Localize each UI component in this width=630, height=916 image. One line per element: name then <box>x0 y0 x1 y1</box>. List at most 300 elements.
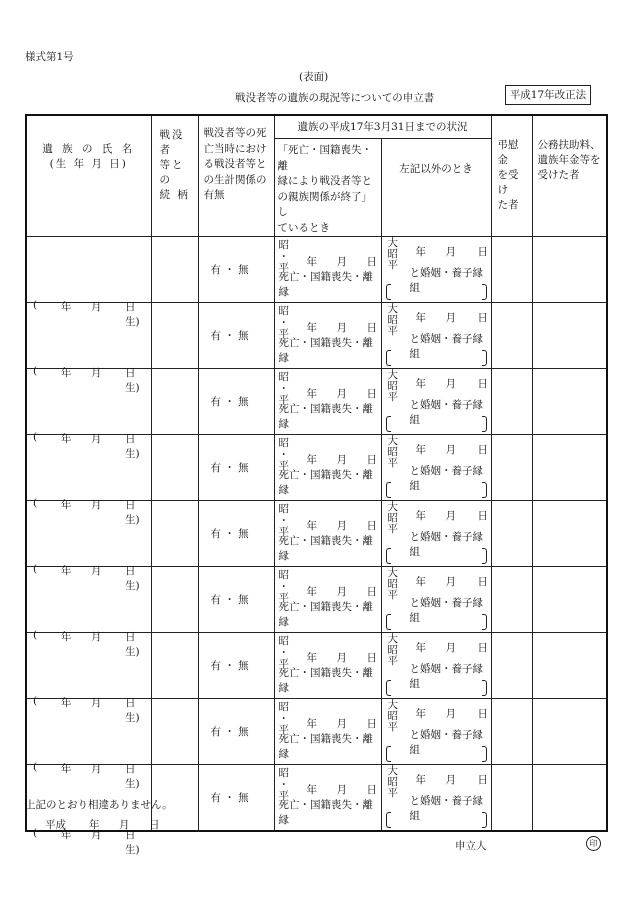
birth-year-label: 年 <box>61 829 72 841</box>
header-livelihood-line: の生計関係の <box>203 173 267 186</box>
birth-month-label: 月 <box>91 301 102 313</box>
birth-open: ( <box>33 365 38 377</box>
other-cell[interactable] <box>381 501 491 567</box>
other-month-label: 月 <box>445 510 456 522</box>
era-heisei: 平 <box>278 526 289 538</box>
era-separator: ・ <box>278 448 289 461</box>
birth-month-label: 月 <box>91 829 102 841</box>
marriage-adoption: と婚姻・養子縁組 <box>409 729 483 756</box>
era-heisei: 平 <box>387 325 398 337</box>
other-cell[interactable] <box>381 633 491 699</box>
table-row <box>26 237 607 303</box>
ended-month-label: 月 <box>336 454 347 466</box>
marriage-adoption: と婚姻・養子縁組 <box>409 465 483 492</box>
era-taisho: 大 <box>387 765 398 777</box>
era-showa: 昭 <box>278 371 289 383</box>
other-year-label: 年 <box>415 312 426 324</box>
era-showa: 昭 <box>387 578 398 590</box>
livelihood-cell[interactable] <box>198 633 274 699</box>
name-cell[interactable] <box>26 699 151 790</box>
livelihood-cell[interactable] <box>198 699 274 765</box>
other-cell[interactable] <box>381 567 491 633</box>
name-cell[interactable] <box>26 369 151 460</box>
era-showa: 昭 <box>387 776 398 788</box>
ended-day-label: 日 <box>366 520 377 532</box>
name-cell[interactable] <box>26 303 151 394</box>
yes-no-choice[interactable]: 有 ・ 無 <box>210 396 249 408</box>
header-relation-line: 続 柄 <box>159 189 190 201</box>
header-relation-ended <box>274 139 381 237</box>
marriage-adoption: と婚姻・養子縁組 <box>409 267 483 294</box>
ended-year-label: 年 <box>306 520 317 532</box>
header-relation <box>151 115 198 237</box>
birth-day-label: 日生) <box>125 301 140 328</box>
yes-no-choice[interactable]: 有 ・ 無 <box>210 792 249 804</box>
pension-cell[interactable] <box>532 567 607 633</box>
other-month-label: 月 <box>445 576 456 588</box>
yes-no-choice[interactable]: 有 ・ 無 <box>210 330 249 342</box>
era-separator: ・ <box>278 778 289 791</box>
marriage-adoption: と婚姻・養子縁組 <box>409 399 483 426</box>
other-year-label: 年 <box>415 444 426 456</box>
birth-day-label: 日生) <box>125 367 140 394</box>
form-number: 様式第1号 <box>25 51 74 63</box>
ended-year-label: 年 <box>306 718 317 730</box>
birth-year-label: 年 <box>61 433 72 445</box>
birth-year-label: 年 <box>61 301 72 313</box>
right-bracket <box>482 548 487 564</box>
birth-open: ( <box>33 563 38 575</box>
era-heisei: 平 <box>278 592 289 604</box>
other-day-label: 日 <box>477 246 488 258</box>
header-livelihood-line: 亡当時におけ <box>203 142 267 155</box>
era-heisei: 平 <box>278 394 289 406</box>
birth-open: ( <box>33 827 38 839</box>
marriage-adoption: と婚姻・養子縁組 <box>409 795 483 822</box>
era-selector-vertical <box>388 238 399 271</box>
era-heisei: 平 <box>387 787 398 799</box>
ended-day-label: 日 <box>366 652 377 664</box>
right-bracket <box>482 614 487 630</box>
ended-month-label: 月 <box>336 718 347 730</box>
livelihood-cell[interactable] <box>198 765 274 832</box>
other-month-label: 月 <box>445 642 456 654</box>
loss-reasons: 死亡・国籍喪失・離縁 <box>278 403 373 430</box>
era-selector-vertical <box>388 304 399 337</box>
ended-cell[interactable] <box>274 567 381 633</box>
ended-year-label: 年 <box>306 322 317 334</box>
date-day-label: 日 <box>149 819 160 831</box>
ended-cell[interactable] <box>274 699 381 765</box>
era-showa: 昭 <box>278 437 289 449</box>
birth-day-label: 日生) <box>125 763 140 790</box>
header-name-line2: (生 年 月 日) <box>49 158 128 170</box>
era-showa: 昭 <box>387 512 398 524</box>
birth-year-label: 年 <box>61 631 72 643</box>
other-cell[interactable] <box>381 369 491 435</box>
header-name-line1: 遺 族 の 氏 名 <box>42 143 136 155</box>
era-selector-vertical <box>388 634 399 667</box>
left-bracket <box>386 548 391 564</box>
relation-cell[interactable] <box>151 633 198 699</box>
condolence-cell[interactable] <box>491 633 532 699</box>
birth-day-label: 日生) <box>125 697 140 724</box>
left-bracket <box>386 614 391 630</box>
other-day-label: 日 <box>477 444 488 456</box>
applicant-label: 申立人 <box>455 840 487 852</box>
left-bracket <box>386 482 391 498</box>
right-bracket <box>482 350 487 366</box>
birth-year-label: 年 <box>61 565 72 577</box>
ended-day-label: 日 <box>366 256 377 268</box>
other-day-label: 日 <box>477 642 488 654</box>
era-taisho: 大 <box>387 237 398 249</box>
declaration-date <box>45 817 160 832</box>
era-heisei: 平 <box>278 262 289 274</box>
loss-reasons: 死亡・国籍喪失・離縁 <box>278 733 373 760</box>
era-showa: 昭 <box>278 767 289 779</box>
other-day-label: 日 <box>477 576 488 588</box>
header-livelihood-line: る戦没者等と <box>203 158 267 170</box>
livelihood-cell[interactable] <box>198 435 274 501</box>
condolence-cell[interactable] <box>491 237 532 303</box>
header-relation-line: 戦没者 <box>159 129 185 156</box>
left-bracket <box>386 812 391 828</box>
era-showa: 昭 <box>278 503 289 515</box>
header-name <box>26 115 151 237</box>
livelihood-cell[interactable] <box>198 369 274 435</box>
era-showa: 昭 <box>278 239 289 251</box>
marriage-adoption: と婚姻・養子縁組 <box>409 597 483 624</box>
ended-month-label: 月 <box>336 388 347 400</box>
header-ended-line: 縁により戦没者等と <box>277 175 372 187</box>
ended-month-label: 月 <box>336 256 347 268</box>
loss-reasons: 死亡・国籍喪失・離縁 <box>278 601 373 628</box>
ended-month-label: 月 <box>336 322 347 334</box>
yes-no-choice[interactable]: 有 ・ 無 <box>210 462 249 474</box>
table-row <box>26 567 607 633</box>
header-livelihood-line: 戦没者等の死 <box>203 127 267 139</box>
era-heisei: 平 <box>278 790 289 802</box>
ended-year-label: 年 <box>306 454 317 466</box>
confirmation-text: 上記のとおり相違ありません。 <box>25 799 173 811</box>
era-selector-vertical <box>388 436 399 469</box>
loss-reasons: 死亡・国籍喪失・離縁 <box>278 337 373 364</box>
pension-cell[interactable] <box>532 435 607 501</box>
era-showa: 昭 <box>278 305 289 317</box>
header-pension-line: 受けた者 <box>537 169 580 181</box>
ended-day-label: 日 <box>366 586 377 598</box>
other-month-label: 月 <box>445 774 456 786</box>
era-selector-vertical <box>388 766 399 799</box>
left-bracket <box>386 746 391 762</box>
ended-month-label: 月 <box>336 586 347 598</box>
other-month-label: 月 <box>445 708 456 720</box>
pension-cell[interactable] <box>532 765 607 832</box>
other-month-label: 月 <box>445 246 456 258</box>
other-month-label: 月 <box>445 444 456 456</box>
relation-cell[interactable] <box>151 699 198 765</box>
header-row-1 <box>26 115 607 139</box>
header-ended-line: の親族関係が終了」し <box>277 190 372 218</box>
header-pension-line: 遺族年金等を <box>537 154 601 166</box>
header-condolence <box>491 115 532 237</box>
marriage-adoption: と婚姻・養子縁組 <box>409 531 483 558</box>
header-condolence-line: 弔慰金 <box>497 139 519 166</box>
ended-day-label: 日 <box>366 784 377 796</box>
ended-cell[interactable] <box>274 303 381 369</box>
era-showa: 昭 <box>387 710 398 722</box>
yes-no-choice[interactable]: 有 ・ 無 <box>210 726 249 738</box>
left-bracket <box>386 284 391 300</box>
livelihood-cell[interactable] <box>198 501 274 567</box>
era-heisei: 平 <box>387 655 398 667</box>
other-cell[interactable] <box>381 237 491 303</box>
relation-cell[interactable] <box>151 501 198 567</box>
name-cell[interactable] <box>26 237 151 328</box>
birth-year-label: 年 <box>61 697 72 709</box>
header-livelihood-line: 有無 <box>203 189 225 201</box>
ended-day-label: 日 <box>366 322 377 334</box>
other-cell[interactable] <box>381 765 491 832</box>
ended-cell[interactable] <box>274 369 381 435</box>
birth-year-label: 年 <box>61 499 72 511</box>
date-month-label: 月 <box>119 819 130 831</box>
name-cell[interactable] <box>26 567 151 658</box>
birth-day-label: 日生) <box>125 631 140 658</box>
other-day-label: 日 <box>477 774 488 786</box>
header-other: 左記以外のとき <box>381 139 491 237</box>
era-selector-vertical <box>388 700 399 733</box>
era-showa: 昭 <box>278 701 289 713</box>
header-ended-line: ているとき <box>277 221 330 234</box>
pension-cell[interactable] <box>532 699 607 765</box>
header-condolence-line: を受け <box>497 169 519 196</box>
yes-no-choice[interactable]: 有 ・ 無 <box>210 594 249 606</box>
era-taisho: 大 <box>387 501 398 513</box>
birth-day-label: 日生) <box>125 499 140 526</box>
right-bracket <box>482 284 487 300</box>
pension-cell[interactable] <box>532 237 607 303</box>
other-cell[interactable] <box>381 699 491 765</box>
era-separator: ・ <box>278 712 289 725</box>
table-row <box>26 501 607 567</box>
other-year-label: 年 <box>415 378 426 390</box>
other-cell[interactable] <box>381 435 491 501</box>
livelihood-cell[interactable] <box>198 567 274 633</box>
other-year-label: 年 <box>415 774 426 786</box>
era-heisei: 平 <box>387 457 398 469</box>
revision-note-box: 平成17年改正法 <box>505 85 591 105</box>
era-heisei: 平 <box>278 724 289 736</box>
yes-no-choice[interactable]: 有 ・ 無 <box>210 660 249 672</box>
era-taisho: 大 <box>387 435 398 447</box>
ended-cell[interactable] <box>274 435 381 501</box>
ended-year-label: 年 <box>306 586 317 598</box>
other-day-label: 日 <box>477 312 488 324</box>
header-condolence-line: た者 <box>497 199 519 211</box>
birth-open: ( <box>33 299 38 311</box>
relation-cell[interactable] <box>151 237 198 303</box>
other-year-label: 年 <box>415 576 426 588</box>
era-showa: 昭 <box>387 248 398 260</box>
birth-open: ( <box>33 497 38 509</box>
livelihood-cell[interactable] <box>198 237 274 303</box>
ended-cell[interactable] <box>274 633 381 699</box>
condolence-cell[interactable] <box>491 765 532 832</box>
name-cell[interactable] <box>26 435 151 526</box>
name-cell[interactable] <box>26 501 151 592</box>
birth-month-label: 月 <box>91 499 102 511</box>
ended-year-label: 年 <box>306 652 317 664</box>
side-label: (表面) <box>299 71 329 83</box>
condolence-cell[interactable] <box>491 435 532 501</box>
birth-year-label: 年 <box>61 763 72 775</box>
right-bracket <box>482 680 487 696</box>
birth-open: ( <box>33 761 38 773</box>
era-showa: 昭 <box>387 644 398 656</box>
right-bracket <box>482 812 487 828</box>
header-status-group: 遺族の平成17年3月31日までの状況 <box>274 115 491 139</box>
era-separator: ・ <box>278 316 289 329</box>
birth-day-label: 日生) <box>125 829 140 856</box>
ended-year-label: 年 <box>306 256 317 268</box>
birth-month-label: 月 <box>91 433 102 445</box>
table-row <box>26 369 607 435</box>
ended-year-label: 年 <box>306 388 317 400</box>
loss-reasons: 死亡・国籍喪失・離縁 <box>278 799 373 826</box>
era-showa: 昭 <box>278 569 289 581</box>
birth-open: ( <box>33 695 38 707</box>
era-heisei: 平 <box>387 721 398 733</box>
era-heisei: 平 <box>387 259 398 271</box>
table-row <box>26 303 607 369</box>
header-pension-line: 公務扶助料、 <box>537 139 601 151</box>
relation-cell[interactable] <box>151 567 198 633</box>
yes-no-choice[interactable]: 有 ・ 無 <box>210 264 249 276</box>
pension-cell[interactable] <box>532 633 607 699</box>
birth-open: ( <box>33 629 38 641</box>
era-heisei: 平 <box>278 658 289 670</box>
loss-reasons: 死亡・国籍喪失・離縁 <box>278 469 373 496</box>
relation-cell[interactable] <box>151 369 198 435</box>
other-year-label: 年 <box>415 510 426 522</box>
era-separator: ・ <box>278 646 289 659</box>
name-cell[interactable] <box>26 633 151 724</box>
header-pension <box>532 115 607 237</box>
other-day-label: 日 <box>477 510 488 522</box>
left-bracket <box>386 350 391 366</box>
condolence-cell[interactable] <box>491 303 532 369</box>
other-year-label: 年 <box>415 708 426 720</box>
birth-day-label: 日生) <box>125 433 140 460</box>
other-day-label: 日 <box>477 378 488 390</box>
era-showa: 昭 <box>387 380 398 392</box>
era-taisho: 大 <box>387 633 398 645</box>
relation-cell[interactable] <box>151 303 198 369</box>
era-showa: 昭 <box>387 314 398 326</box>
era-selector-vertical <box>388 370 399 403</box>
condolence-cell[interactable] <box>491 567 532 633</box>
birth-month-label: 月 <box>91 631 102 643</box>
yes-no-choice[interactable]: 有 ・ 無 <box>210 528 249 540</box>
other-cell[interactable] <box>381 303 491 369</box>
pension-cell[interactable] <box>532 303 607 369</box>
table-row <box>26 435 607 501</box>
ended-month-label: 月 <box>336 784 347 796</box>
era-showa: 昭 <box>387 446 398 458</box>
left-bracket <box>386 416 391 432</box>
era-separator: ・ <box>278 250 289 263</box>
era-heisei: 平 <box>387 589 398 601</box>
ended-day-label: 日 <box>366 454 377 466</box>
condolence-cell[interactable] <box>491 501 532 567</box>
livelihood-cell[interactable] <box>198 303 274 369</box>
left-bracket <box>386 680 391 696</box>
era-heisei: 平 <box>278 328 289 340</box>
era-taisho: 大 <box>387 369 398 381</box>
pension-cell[interactable] <box>532 369 607 435</box>
birth-month-label: 月 <box>91 697 102 709</box>
other-month-label: 月 <box>445 312 456 324</box>
loss-reasons: 死亡・国籍喪失・離縁 <box>278 271 373 298</box>
era-heisei: 平 <box>387 391 398 403</box>
era-taisho: 大 <box>387 567 398 579</box>
era-heisei: 平 <box>278 460 289 472</box>
marriage-adoption: と婚姻・養子縁組 <box>409 663 483 690</box>
ended-cell[interactable] <box>274 765 381 832</box>
era-selector-vertical <box>388 568 399 601</box>
header-livelihood <box>198 115 274 237</box>
birth-open: ( <box>33 431 38 443</box>
other-year-label: 年 <box>415 642 426 654</box>
ended-day-label: 日 <box>366 718 377 730</box>
seal-mark: 印 <box>586 836 601 851</box>
birth-month-label: 月 <box>91 763 102 775</box>
ended-year-label: 年 <box>306 784 317 796</box>
era-separator: ・ <box>278 580 289 593</box>
ended-month-label: 月 <box>336 520 347 532</box>
other-year-label: 年 <box>415 246 426 258</box>
right-bracket <box>482 746 487 762</box>
other-day-label: 日 <box>477 708 488 720</box>
era-taisho: 大 <box>387 303 398 315</box>
era-separator: ・ <box>278 382 289 395</box>
ended-cell[interactable] <box>274 237 381 303</box>
ended-day-label: 日 <box>366 388 377 400</box>
birth-month-label: 月 <box>91 565 102 577</box>
ended-cell[interactable] <box>274 501 381 567</box>
marriage-adoption: と婚姻・養子縁組 <box>409 333 483 360</box>
era-separator: ・ <box>278 514 289 527</box>
condolence-cell[interactable] <box>491 699 532 765</box>
date-era: 平成 <box>45 819 66 831</box>
header-relation-line: 等との <box>159 159 185 186</box>
right-bracket <box>482 416 487 432</box>
era-selector-vertical <box>388 502 399 535</box>
relation-cell[interactable] <box>151 435 198 501</box>
other-month-label: 月 <box>445 378 456 390</box>
date-year-label: 年 <box>89 819 100 831</box>
table-row <box>26 699 607 765</box>
header-ended-line: 「死亡・国籍喪失・離 <box>277 144 372 172</box>
birth-day-label: 日生) <box>125 565 140 592</box>
era-showa: 昭 <box>278 635 289 647</box>
loss-reasons: 死亡・国籍喪失・離縁 <box>278 535 373 562</box>
pension-cell[interactable] <box>532 501 607 567</box>
table-row <box>26 633 607 699</box>
condolence-cell[interactable] <box>491 369 532 435</box>
